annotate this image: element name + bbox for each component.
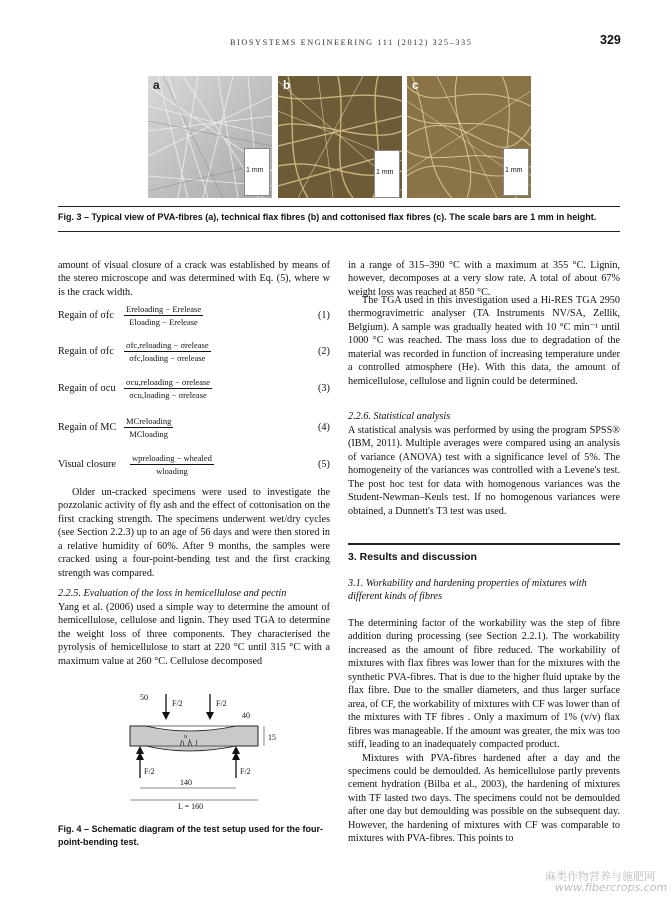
section-3-1-body: The determining factor of the workability was the step of fibre addition during processing (see Section 2.2.1). The workability increased as the amount of fibre reduced. The workability of mixtures with flax fibres was lower than for the mixtures with the synthetic PVA-fibres. That is due to the higher fluid uptake by the flax fibre. Due to the smaller diameters, and thus larger surface area, of CF, the workability of mixtures with CF was lower than of the mixtures with TF fibres . Only a maximum of 1% (v/v) flax fibres was manageable. If the amount was greater, the mix was too stiff, leading to an inadequately compacted product. Mixtures with PVA-fibres hardened after a day and the specimens could be demoulded. As hemicellulose partly prevents cement hydration (Bilba et al., 2003), the hardening of mixtures with TF lasted two days. The specimens could not be demoulded after one day but demoulding was possible on the subsequent day. However, the hardening of mixtures with CF was comparable to mixtures with PVA-fibres. This points to	[348, 618, 620, 845]
section-rule	[348, 543, 620, 545]
section-2-2-6-title: 2.2.6. Statistical analysis	[348, 411, 451, 422]
watermark-cn: 麻类作物营养与施肥网	[545, 870, 655, 883]
right-para-1: in a range of 315–390 °C with a maximum at 355 °C. Lignin, however, decomposes at a very slow rate. A total of about 67% weight loss was reached at 850 °C.	[348, 260, 620, 298]
load-label: F/2	[216, 699, 227, 708]
svg-text:50: 50	[140, 693, 148, 702]
journal-header: BIOSYSTEMS ENGINEERING 111 (2012) 325–335	[230, 38, 473, 47]
section-2-2-5-body: Yang et al. (2006) used a simple way to determine the amount of hemicellulose, cellulose and lignin. They used TGA to determine the weight loss of three components. They characterised the pyrolysis of hemicellulose to start at 220 °C until 315 °C with a maximum value at 260 °C. Cellulose decomposed	[58, 602, 330, 667]
section-2-2-5-title: 2.2.5. Evaluation of the loss in hemicellulose and pectin	[58, 588, 287, 599]
right-para-2: The TGA used in this investigation used a Hi-RES TGA 2950 thermogravimetric analyser (TA Instruments NV/SA, Zellik, Belgium). A sample was gradually heated with 10 °C min⁻¹ until 1000 °C was reached. The mass loss due to degradation of the material was recorded in function of increasing temperature under a controlled atmosphere (He). With this data, the amount of hemicellulose, cellulose and lignin could be determined.	[348, 295, 620, 387]
eq2-fraction: σfc,reloading − σrelease σfc,loading − σrelease	[126, 340, 209, 363]
figure4-caption: Fig. 4 – Schematic diagram of the test setup used for the four-point-bending test.	[58, 824, 324, 847]
svg-text:F/2: F/2	[240, 767, 251, 776]
section-3-1-title: 3.1. Workability and hardening properties of mixtures with different kinds of fibres	[348, 578, 587, 603]
eq3-fraction: σcu,reloading − σrelease σcu,loading − σrelease	[126, 377, 211, 400]
eq3-number: (3)	[318, 383, 330, 394]
eq5-lhs: Visual closure	[58, 459, 116, 470]
caption-rule-top	[58, 206, 620, 207]
eq5-number: (5)	[318, 459, 330, 470]
section-2-2-6-body: A statistical analysis was performed by using the program SPSS® (IBM, 2011). Multiple averages were compared using an analysis of variance (ANOVA) test with a significance level of 5%. The homogeneity of the variances was controlled with a Levene's test. The post hoc test for data with homogenous variances was the Student-Newman–Keuls test. If no homogenous variances were obtained, a Dunnett's T3 test was used.	[348, 425, 620, 517]
svg-text:u: u	[184, 734, 187, 740]
left-para-2: Older un-cracked specimens were used to investigate the pozzolanic activity of fly ash and the effect of cottonisation on the first cracking strength. The specimens underwent wet/dry cycles (see Section 2.2.3) up to an age of 56 days and were then stored in a relative humidity of 60%. After 9 months, the samples were cracked using a four-point-bending test and the first cracking strength was compared.	[58, 487, 330, 579]
figure3-panel-a	[148, 76, 272, 198]
four-point-bending-diagram	[118, 690, 288, 810]
panel-label: c	[412, 78, 419, 92]
eq1-number: (1)	[318, 310, 330, 321]
svg-text:40: 40	[242, 711, 250, 720]
eq4-fraction: MCreloading MCloading	[126, 416, 172, 439]
svg-text:140: 140	[180, 778, 192, 787]
eq1-lhs: Regain of σfc	[58, 310, 114, 321]
panel-label: b	[283, 78, 291, 92]
watermark-url: www.fibercrops.com	[555, 881, 668, 894]
eq4-number: (4)	[318, 422, 330, 433]
eq1-fraction: Ereloading − Erelease Eloading − Erelease	[126, 304, 202, 327]
figure3-caption: Fig. 3 – Typical view of PVA-fibres (a), technical flax fibres (b) and cottonised flax fibres (c). The scale bars are 1 mm in height.	[58, 212, 597, 222]
load-label: F/2	[172, 699, 183, 708]
panel-label: a	[153, 78, 160, 92]
scale-bar-c: 1 mm	[503, 148, 529, 196]
scale-bar-b: 1 mm	[374, 150, 400, 198]
section-3-title: 3. Results and discussion	[348, 551, 477, 563]
eq2-number: (2)	[318, 346, 330, 357]
page-number: 329	[600, 33, 621, 47]
eq4-lhs: Regain of MC	[58, 422, 117, 433]
caption-rule-bottom	[58, 231, 620, 232]
svg-text:F/2: F/2	[144, 767, 155, 776]
eq5-fraction: wpreloading − whealed wloading	[132, 453, 212, 476]
left-para-1: amount of visual closure of a crack was established by means of the stereo microscope and was determined with Eq. (5), where w is the crack width.	[58, 260, 330, 298]
scale-bar: 1 mm	[244, 148, 270, 196]
eq2-lhs: Regain of σfc	[58, 346, 114, 357]
eq3-lhs: Regain of σcu	[58, 383, 116, 394]
svg-text:L = 160: L = 160	[178, 802, 204, 810]
svg-text:15: 15	[268, 733, 276, 742]
